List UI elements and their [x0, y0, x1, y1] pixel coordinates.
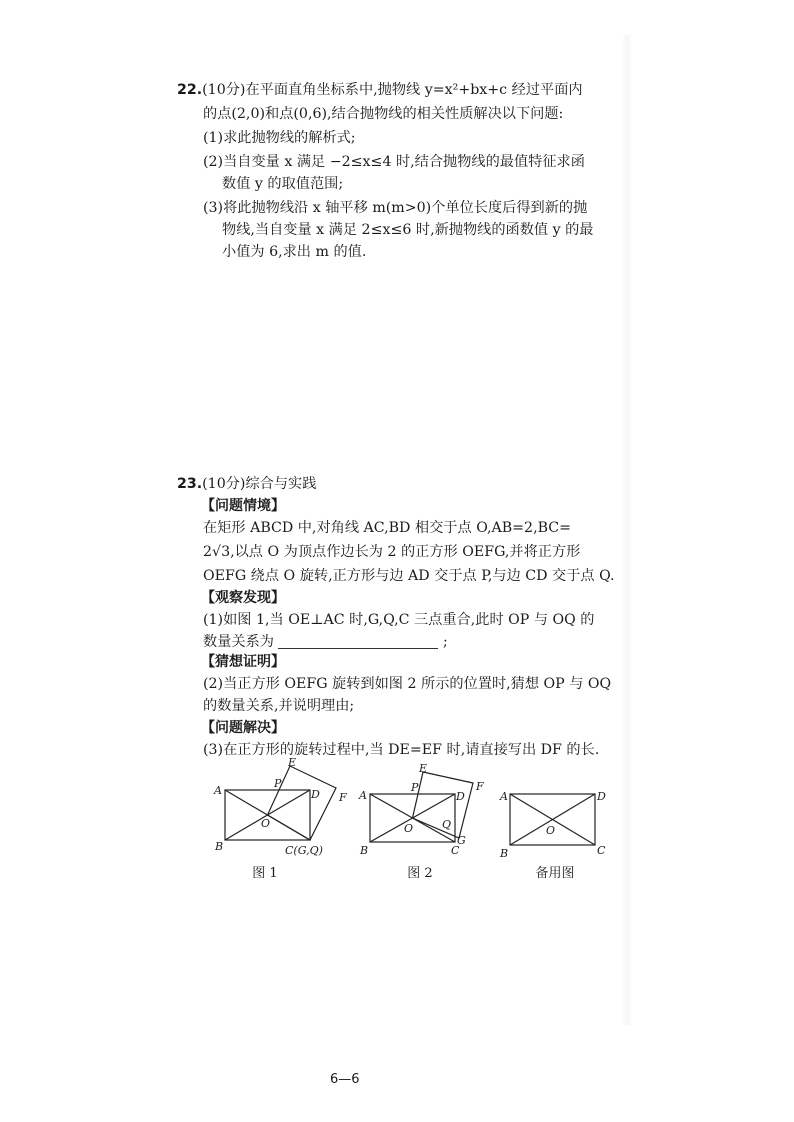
fig1-label-o: O — [261, 817, 271, 830]
figure-backup — [498, 782, 618, 862]
q23-section-context: 【问题情境】 — [201, 498, 285, 514]
fig2-label-e: E — [419, 762, 428, 775]
fig3-label-c: C — [597, 844, 606, 857]
q23-solve-1: (3)在正方形的旋转过程中,当 DE=EF 时,请直接写出 DF 的长. — [203, 742, 600, 758]
fig2-label-c: C — [451, 844, 460, 857]
fig2-label-b: B — [360, 844, 369, 857]
fig1-label-p: P — [274, 777, 282, 790]
fig3-caption: 备用图 — [535, 866, 575, 881]
fig2-label-o: O — [404, 822, 414, 835]
fig3-label-d: D — [597, 790, 606, 803]
fig1-label-f: F — [339, 791, 347, 804]
q22-stem-2: 的点(2,0)和点(0,6),结合抛物线的相关性质解决以下问题: — [203, 106, 564, 122]
fig3-label-o: O — [546, 824, 556, 837]
q23-observe-2 — [203, 632, 448, 652]
fig2-label-a: A — [359, 789, 367, 802]
q22-part2-line1: (2)当自变量 x 满足 −2≤x≤4 时,结合抛物线的最值特征求函 — [203, 154, 585, 170]
fig2-caption: 图 2 — [407, 866, 433, 881]
fig2-label-p: P — [411, 781, 419, 794]
fig3-label-a: A — [500, 790, 508, 803]
q23-line-title — [177, 474, 316, 494]
q23-observe-2-end: ; — [442, 634, 448, 650]
answer-blank[interactable] — [278, 634, 438, 649]
q22-number: 22. — [177, 82, 203, 98]
q23-conjecture-2: 的数量关系,并说明理由; — [203, 698, 355, 714]
q22-part3-line1: (3)将此抛物线沿 x 轴平移 m(m>0)个单位长度后得到新的抛 — [203, 200, 588, 216]
fig1-label-c: C(G,Q) — [285, 844, 323, 857]
q22-line1 — [177, 80, 583, 100]
q23-context-1: 在矩形 ABCD 中,对角线 AC,BD 相交于点 O,AB=2,BC= — [203, 520, 572, 536]
q23-title: (10分)综合与实践 — [202, 476, 317, 492]
q23-context-2: 2√3,以点 O 为顶点作边长为 2 的正方形 OEFG,并将正方形 — [203, 544, 581, 560]
fig1-caption: 图 1 — [252, 866, 278, 881]
fig1-label-b: B — [215, 840, 224, 853]
q22-part1: (1)求此抛物线的解析式; — [203, 130, 356, 146]
q23-conjecture-1: (2)当正方形 OEFG 旋转到如图 2 所示的位置时,猜想 OP 与 OQ — [203, 676, 612, 692]
fig1-label-d: D — [311, 788, 320, 801]
q22-part3-line2: 物线,当自变量 x 满足 2≤x≤6 时,新抛物线的函数值 y 的最 — [222, 222, 594, 238]
figure-2 — [353, 758, 503, 858]
fig2-label-f: F — [476, 780, 484, 793]
page-number: 6—6 — [330, 1072, 360, 1087]
q23-number: 23. — [177, 476, 203, 492]
q23-section-solve: 【问题解决】 — [201, 720, 285, 736]
fig1-label-a: A — [214, 784, 222, 797]
q22-part3-line3: 小值为 6,求出 m 的值. — [222, 244, 367, 260]
q23-section-conjecture: 【猜想证明】 — [201, 654, 285, 670]
fig2-label-g: G — [457, 834, 466, 847]
q23-context-3: OEFG 绕点 O 旋转,正方形与边 AD 交于点 P,与边 CD 交于点 Q. — [203, 568, 615, 584]
scan-fold-shadow — [622, 35, 632, 1025]
fig2-label-q: Q — [442, 818, 452, 831]
fig2-label-d: D — [456, 790, 465, 803]
fig3-label-b: B — [500, 847, 509, 860]
q22-stem-1: (10分)在平面直角坐标系中,抛物线 y=x²+bx+c 经过平面内 — [202, 82, 583, 98]
q22-part2-line2: 数值 y 的取值范围; — [222, 176, 344, 192]
fig1-label-e: E — [288, 758, 297, 769]
q23-observe-2-text: 数量关系为 — [203, 634, 274, 650]
figure-1 — [205, 758, 365, 858]
q23-section-observe: 【观察发现】 — [201, 590, 285, 606]
q23-observe-1: (1)如图 1,当 OE⊥AC 时,G,Q,C 三点重合,此时 OP 与 OQ 的 — [203, 612, 595, 628]
